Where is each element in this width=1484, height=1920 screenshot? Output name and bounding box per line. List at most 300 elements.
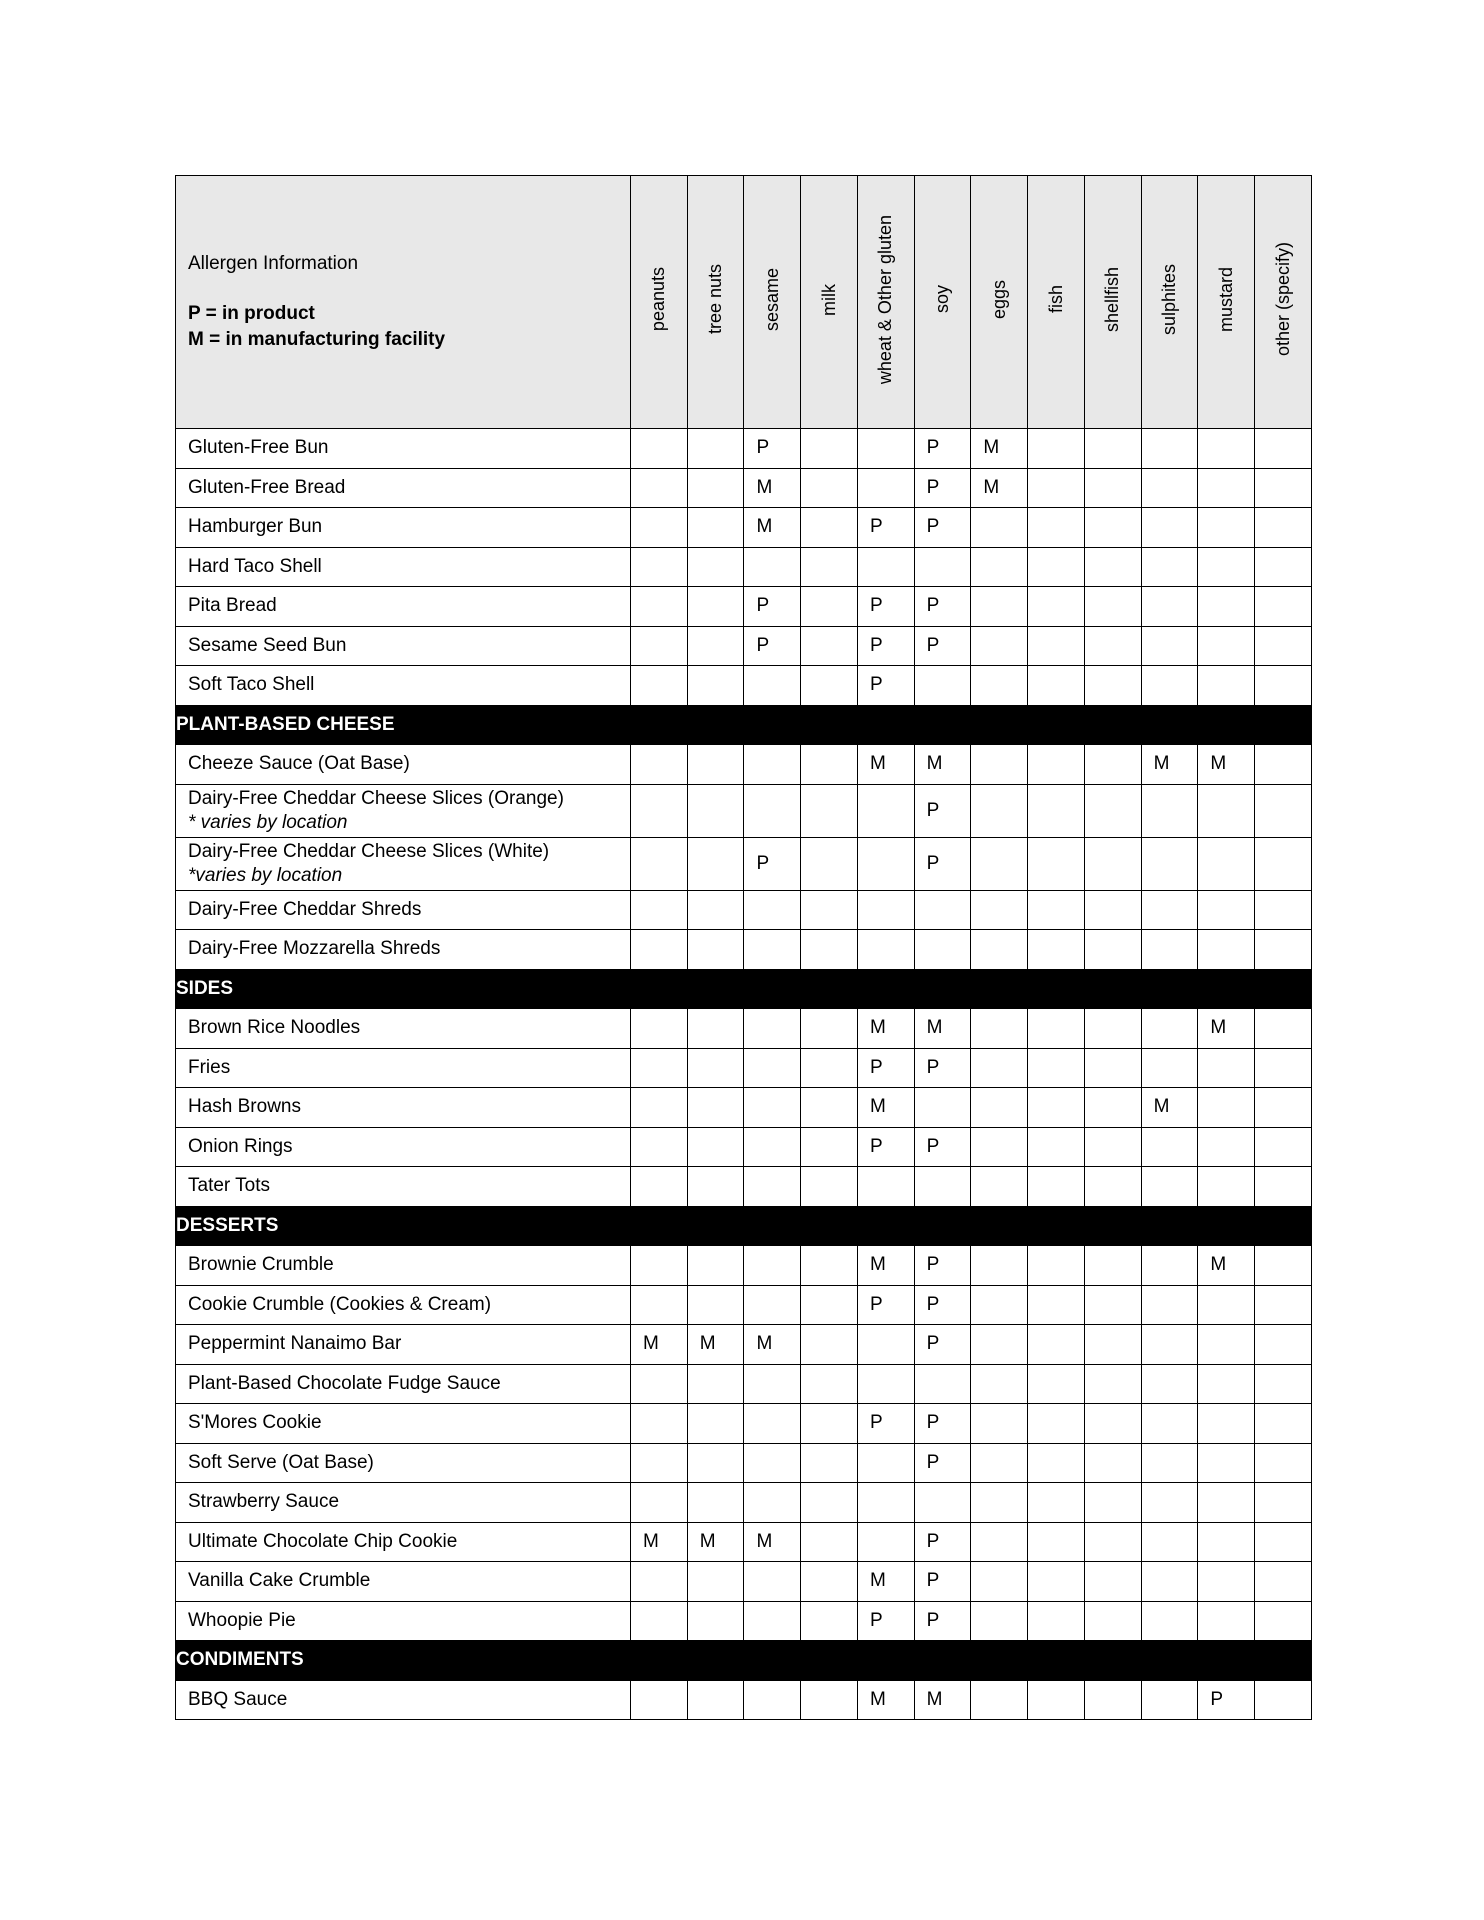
- allergen-mark: [1084, 930, 1141, 970]
- allergen-mark: [971, 1088, 1028, 1128]
- allergen-mark: [687, 890, 744, 930]
- allergen-mark: [1255, 1364, 1312, 1404]
- allergen-mark: M: [857, 1562, 914, 1602]
- allergen-mark: P: [1198, 1680, 1255, 1720]
- allergen-mark: [971, 626, 1028, 666]
- section-header-row: [176, 969, 1312, 1009]
- allergen-mark: [914, 547, 971, 587]
- allergen-mark: [1028, 1601, 1085, 1641]
- allergen-mark: [1028, 547, 1085, 587]
- allergen-mark: [971, 1364, 1028, 1404]
- allergen-mark: M: [687, 1325, 744, 1365]
- allergen-mark: [1141, 626, 1198, 666]
- item-note: * varies by location: [188, 811, 348, 833]
- allergen-mark: P: [857, 1404, 914, 1444]
- allergen-label: fish: [1045, 285, 1066, 314]
- item-name: Hamburger Bun: [188, 516, 323, 538]
- allergen-mark: [1198, 837, 1255, 890]
- allergen-mark: [971, 1246, 1028, 1286]
- item-name: Cheeze Sauce (Oat Base): [188, 753, 410, 775]
- allergen-mark: P: [857, 587, 914, 627]
- allergen-mark: [971, 1562, 1028, 1602]
- allergen-mark: [857, 837, 914, 890]
- allergen-mark: [631, 1562, 688, 1602]
- allergen-mark: [1255, 666, 1312, 706]
- allergen-mark: [1141, 930, 1198, 970]
- allergen-mark: [914, 890, 971, 930]
- table-row: [176, 1009, 1312, 1049]
- column-header: [1028, 176, 1085, 429]
- item-name-cell: [176, 1325, 631, 1365]
- allergen-mark: [631, 1088, 688, 1128]
- allergen-mark: [631, 666, 688, 706]
- allergen-mark: [631, 587, 688, 627]
- item-name-cell: [176, 784, 631, 837]
- allergen-mark: M: [857, 1680, 914, 1720]
- allergen-mark: [1084, 745, 1141, 785]
- allergen-mark: [1198, 1048, 1255, 1088]
- allergen-mark: [687, 930, 744, 970]
- allergen-mark: [971, 1048, 1028, 1088]
- allergen-mark: [857, 547, 914, 587]
- allergen-mark: [971, 1680, 1028, 1720]
- allergen-mark: [801, 745, 858, 785]
- allergen-mark: [1084, 890, 1141, 930]
- item-note: *varies by location: [188, 864, 343, 886]
- allergen-mark: [1141, 587, 1198, 627]
- allergen-mark: [971, 1404, 1028, 1444]
- allergen-mark: [687, 1246, 744, 1286]
- allergen-mark: [1198, 1522, 1255, 1562]
- allergen-mark: P: [914, 1443, 971, 1483]
- allergen-mark: [801, 1680, 858, 1720]
- allergen-mark: M: [1141, 745, 1198, 785]
- table-row: [176, 1522, 1312, 1562]
- allergen-mark: [1028, 745, 1085, 785]
- allergen-mark: P: [914, 1404, 971, 1444]
- allergen-mark: [1198, 1483, 1255, 1523]
- item-name: Vanilla Cake Crumble: [188, 1570, 371, 1592]
- allergen-mark: P: [914, 587, 971, 627]
- allergen-mark: [744, 745, 801, 785]
- allergen-mark: P: [914, 1127, 971, 1167]
- allergen-mark: [1028, 626, 1085, 666]
- allergen-mark: [1255, 1246, 1312, 1286]
- allergen-mark: [744, 1088, 801, 1128]
- allergen-label: sesame: [761, 267, 782, 332]
- table-row: [176, 508, 1312, 548]
- allergen-mark: [1198, 468, 1255, 508]
- item-name-cell: [176, 1680, 631, 1720]
- item-name: Whoopie Pie: [188, 1609, 296, 1631]
- allergen-mark: P: [857, 626, 914, 666]
- allergen-mark: [1084, 1680, 1141, 1720]
- allergen-mark: [687, 1601, 744, 1641]
- table-row: [176, 468, 1312, 508]
- allergen-mark: P: [914, 1325, 971, 1365]
- allergen-mark: [744, 547, 801, 587]
- allergen-mark: [1084, 626, 1141, 666]
- allergen-mark: [1141, 1562, 1198, 1602]
- section-header-row: [176, 1641, 1312, 1681]
- item-name: Gluten-Free Bread: [188, 476, 346, 498]
- allergen-mark: [1028, 1048, 1085, 1088]
- allergen-mark: P: [914, 1246, 971, 1286]
- allergen-mark: [801, 1048, 858, 1088]
- allergen-mark: [1141, 429, 1198, 469]
- allergen-mark: [687, 1285, 744, 1325]
- allergen-mark: [971, 784, 1028, 837]
- allergen-mark: [1255, 1167, 1312, 1207]
- allergen-mark: [971, 547, 1028, 587]
- allergen-mark: [631, 547, 688, 587]
- table-header-row: [176, 176, 1312, 429]
- allergen-mark: [631, 1364, 688, 1404]
- allergen-mark: P: [914, 1285, 971, 1325]
- item-name-cell: [176, 1127, 631, 1167]
- allergen-mark: [1141, 1404, 1198, 1444]
- allergen-mark: [857, 468, 914, 508]
- allergen-mark: [801, 1167, 858, 1207]
- allergen-mark: [801, 547, 858, 587]
- allergen-mark: [1028, 468, 1085, 508]
- allergen-mark: [1028, 1443, 1085, 1483]
- allergen-mark: P: [914, 1562, 971, 1602]
- allergen-mark: [1028, 508, 1085, 548]
- allergen-mark: [914, 1167, 971, 1207]
- allergen-mark: [857, 1483, 914, 1523]
- allergen-mark: [687, 1562, 744, 1602]
- allergen-mark: [857, 784, 914, 837]
- allergen-mark: [1084, 784, 1141, 837]
- allergen-mark: P: [857, 666, 914, 706]
- allergen-mark: [801, 1246, 858, 1286]
- allergen-mark: [631, 1285, 688, 1325]
- item-name: Soft Taco Shell: [188, 674, 315, 696]
- allergen-mark: [1255, 1443, 1312, 1483]
- allergen-mark: [971, 890, 1028, 930]
- allergen-mark: [1255, 587, 1312, 627]
- allergen-mark: [744, 784, 801, 837]
- allergen-mark: [971, 1009, 1028, 1049]
- allergen-mark: P: [857, 508, 914, 548]
- item-name-cell: [176, 626, 631, 666]
- allergen-mark: [631, 1048, 688, 1088]
- table-row: [176, 1404, 1312, 1444]
- allergen-mark: [1198, 626, 1255, 666]
- allergen-mark: P: [914, 429, 971, 469]
- allergen-mark: M: [914, 745, 971, 785]
- column-header: [971, 176, 1028, 429]
- allergen-mark: [687, 1680, 744, 1720]
- allergen-mark: M: [687, 1522, 744, 1562]
- section-title: SIDES: [176, 969, 1312, 1009]
- allergen-mark: P: [857, 1285, 914, 1325]
- table-row: [176, 1285, 1312, 1325]
- allergen-mark: [914, 1364, 971, 1404]
- allergen-mark: [1255, 1680, 1312, 1720]
- column-header: [1141, 176, 1198, 429]
- allergen-mark: P: [744, 837, 801, 890]
- allergen-mark: [1255, 1009, 1312, 1049]
- item-name-cell: [176, 1285, 631, 1325]
- allergen-label: tree nuts: [705, 264, 726, 335]
- allergen-mark: [801, 1562, 858, 1602]
- allergen-mark: [1084, 1167, 1141, 1207]
- allergen-mark: [801, 1364, 858, 1404]
- allergen-mark: [801, 837, 858, 890]
- item-name-cell: [176, 468, 631, 508]
- allergen-mark: [1084, 1483, 1141, 1523]
- allergen-mark: [1028, 1680, 1085, 1720]
- allergen-mark: M: [631, 1325, 688, 1365]
- allergen-mark: [1198, 587, 1255, 627]
- item-name-cell: [176, 1364, 631, 1404]
- section-header-row: [176, 705, 1312, 745]
- allergen-mark: [744, 1009, 801, 1049]
- allergen-mark: [1255, 468, 1312, 508]
- item-name-cell: [176, 547, 631, 587]
- allergen-mark: [1141, 1483, 1198, 1523]
- item-name-cell: [176, 1009, 631, 1049]
- allergen-mark: [1084, 1601, 1141, 1641]
- allergen-mark: M: [744, 468, 801, 508]
- allergen-mark: [1084, 587, 1141, 627]
- allergen-mark: P: [857, 1048, 914, 1088]
- allergen-mark: [1084, 666, 1141, 706]
- allergen-mark: [687, 1167, 744, 1207]
- allergen-mark: [744, 1483, 801, 1523]
- table-row: [176, 1483, 1312, 1523]
- table-row: [176, 547, 1312, 587]
- key-in-product: P = in product: [188, 303, 315, 324]
- allergen-mark: [1084, 1443, 1141, 1483]
- allergen-mark: [1198, 1562, 1255, 1602]
- table-row: [176, 429, 1312, 469]
- allergen-mark: [1084, 1325, 1141, 1365]
- allergen-mark: [857, 1443, 914, 1483]
- allergen-mark: [744, 1443, 801, 1483]
- allergen-mark: [744, 1680, 801, 1720]
- allergen-mark: [1028, 890, 1085, 930]
- allergen-label: mustard: [1215, 266, 1236, 333]
- allergen-mark: [971, 1285, 1028, 1325]
- allergen-mark: [631, 890, 688, 930]
- allergen-mark: [687, 626, 744, 666]
- allergen-mark: [631, 745, 688, 785]
- allergen-mark: [1198, 1088, 1255, 1128]
- allergen-mark: [1028, 1404, 1085, 1444]
- allergen-mark: [1141, 1048, 1198, 1088]
- allergen-mark: [1084, 1404, 1141, 1444]
- item-name-cell: [176, 508, 631, 548]
- section-header-row: [176, 1206, 1312, 1246]
- allergen-mark: [687, 508, 744, 548]
- item-name-cell: [176, 587, 631, 627]
- item-name: Hard Taco Shell: [188, 555, 322, 577]
- allergen-mark: [687, 1404, 744, 1444]
- item-name: Peppermint Nanaimo Bar: [188, 1333, 402, 1355]
- allergen-mark: M: [857, 1246, 914, 1286]
- table-body: [176, 429, 1312, 1720]
- allergen-mark: [1198, 666, 1255, 706]
- allergen-mark: [1198, 1404, 1255, 1444]
- allergen-mark: [801, 930, 858, 970]
- allergen-mark: [631, 784, 688, 837]
- allergen-label: eggs: [988, 279, 1009, 320]
- table-row: [176, 1088, 1312, 1128]
- item-name: S'Mores Cookie: [188, 1412, 322, 1434]
- allergen-mark: [1028, 1009, 1085, 1049]
- allergen-mark: [1084, 1048, 1141, 1088]
- allergen-mark: [801, 1127, 858, 1167]
- allergen-mark: [1028, 1325, 1085, 1365]
- allergen-mark: P: [744, 429, 801, 469]
- allergen-mark: P: [914, 508, 971, 548]
- allergen-mark: [1028, 1483, 1085, 1523]
- allergen-mark: [1255, 1562, 1312, 1602]
- item-name-cell: [176, 1088, 631, 1128]
- allergen-mark: M: [857, 1088, 914, 1128]
- allergen-mark: [744, 930, 801, 970]
- allergen-mark: [801, 1009, 858, 1049]
- allergen-mark: [1141, 666, 1198, 706]
- table-row: [176, 1443, 1312, 1483]
- allergen-mark: [687, 784, 744, 837]
- table-row: [176, 1127, 1312, 1167]
- allergen-mark: [801, 468, 858, 508]
- allergen-label: shellfish: [1102, 266, 1123, 333]
- allergen-mark: [631, 1680, 688, 1720]
- allergen-mark: [687, 1443, 744, 1483]
- item-name: BBQ Sauce: [188, 1688, 288, 1710]
- allergen-mark: P: [914, 784, 971, 837]
- table-row: [176, 745, 1312, 785]
- allergen-table: [175, 175, 1312, 1720]
- allergen-mark: [1028, 1522, 1085, 1562]
- allergen-label: milk: [818, 283, 839, 316]
- allergen-mark: [801, 1522, 858, 1562]
- item-name: Dairy-Free Cheddar Shreds: [188, 898, 422, 920]
- allergen-mark: [971, 587, 1028, 627]
- allergen-mark: M: [971, 429, 1028, 469]
- allergen-mark: [631, 1167, 688, 1207]
- table-row: [176, 837, 1312, 890]
- allergen-label: other (specify): [1272, 242, 1293, 357]
- allergen-mark: M: [744, 1522, 801, 1562]
- allergen-mark: [1255, 1522, 1312, 1562]
- allergen-mark: [631, 1009, 688, 1049]
- allergen-mark: [1255, 837, 1312, 890]
- item-name-cell: [176, 1167, 631, 1207]
- allergen-mark: [687, 666, 744, 706]
- allergen-mark: [857, 1167, 914, 1207]
- item-name-cell: [176, 1404, 631, 1444]
- item-name: Pita Bread: [188, 595, 277, 617]
- allergen-mark: [1198, 1325, 1255, 1365]
- allergen-mark: [1084, 1364, 1141, 1404]
- allergen-mark: [744, 1601, 801, 1641]
- allergen-mark: [801, 508, 858, 548]
- allergen-mark: [631, 1443, 688, 1483]
- table-row: [176, 1562, 1312, 1602]
- table-row: [176, 1680, 1312, 1720]
- allergen-mark: [1141, 1009, 1198, 1049]
- allergen-mark: [1255, 745, 1312, 785]
- allergen-mark: [1084, 1562, 1141, 1602]
- section-title: DESSERTS: [176, 1206, 1312, 1246]
- allergen-mark: [1255, 1325, 1312, 1365]
- item-name: Dairy-Free Cheddar Cheese Slices (Orange): [188, 787, 564, 809]
- allergen-mark: [1141, 1601, 1198, 1641]
- column-header: [631, 176, 688, 429]
- allergen-mark: [1255, 429, 1312, 469]
- allergen-mark: [1141, 1127, 1198, 1167]
- allergen-mark: [971, 1483, 1028, 1523]
- allergen-mark: [687, 1483, 744, 1523]
- allergen-mark: [1198, 508, 1255, 548]
- allergen-mark: [687, 1088, 744, 1128]
- allergen-mark: [744, 1562, 801, 1602]
- column-header: [914, 176, 971, 429]
- allergen-mark: [744, 1285, 801, 1325]
- allergen-mark: [687, 1048, 744, 1088]
- item-name: Plant-Based Chocolate Fudge Sauce: [188, 1372, 501, 1394]
- allergen-mark: [801, 1325, 858, 1365]
- allergen-label: peanuts: [648, 267, 669, 332]
- column-header: [687, 176, 744, 429]
- item-name-cell: [176, 666, 631, 706]
- allergen-mark: [857, 429, 914, 469]
- column-header: [857, 176, 914, 429]
- allergen-mark: [1028, 784, 1085, 837]
- item-name: Cookie Crumble (Cookies & Cream): [188, 1293, 492, 1315]
- allergen-mark: [1028, 1285, 1085, 1325]
- item-name: Brownie Crumble: [188, 1254, 334, 1276]
- item-name: Hash Browns: [188, 1096, 301, 1118]
- allergen-mark: [857, 1522, 914, 1562]
- column-header: [1198, 176, 1255, 429]
- allergen-mark: P: [914, 1048, 971, 1088]
- allergen-mark: [971, 1167, 1028, 1207]
- table-row: [176, 1246, 1312, 1286]
- allergen-mark: [1198, 1601, 1255, 1641]
- allergen-mark: P: [914, 1601, 971, 1641]
- allergen-mark: [687, 547, 744, 587]
- item-name-cell: [176, 837, 631, 890]
- item-name: Soft Serve (Oat Base): [188, 1451, 374, 1473]
- table-row: [176, 1048, 1312, 1088]
- allergen-mark: [687, 745, 744, 785]
- allergen-mark: [1084, 1127, 1141, 1167]
- item-name-cell: [176, 429, 631, 469]
- allergen-mark: [801, 1443, 858, 1483]
- item-name-cell: [176, 1483, 631, 1523]
- allergen-mark: [1084, 1522, 1141, 1562]
- table-row: [176, 666, 1312, 706]
- allergen-mark: P: [857, 1601, 914, 1641]
- allergen-mark: [801, 1404, 858, 1444]
- allergen-mark: [1084, 508, 1141, 548]
- table-row: [176, 1325, 1312, 1365]
- item-name-cell: [176, 1601, 631, 1641]
- allergen-mark: [1141, 1285, 1198, 1325]
- allergen-mark: [1198, 547, 1255, 587]
- allergen-mark: M: [857, 745, 914, 785]
- allergen-mark: [1255, 890, 1312, 930]
- allergen-mark: P: [914, 468, 971, 508]
- allergen-mark: P: [744, 626, 801, 666]
